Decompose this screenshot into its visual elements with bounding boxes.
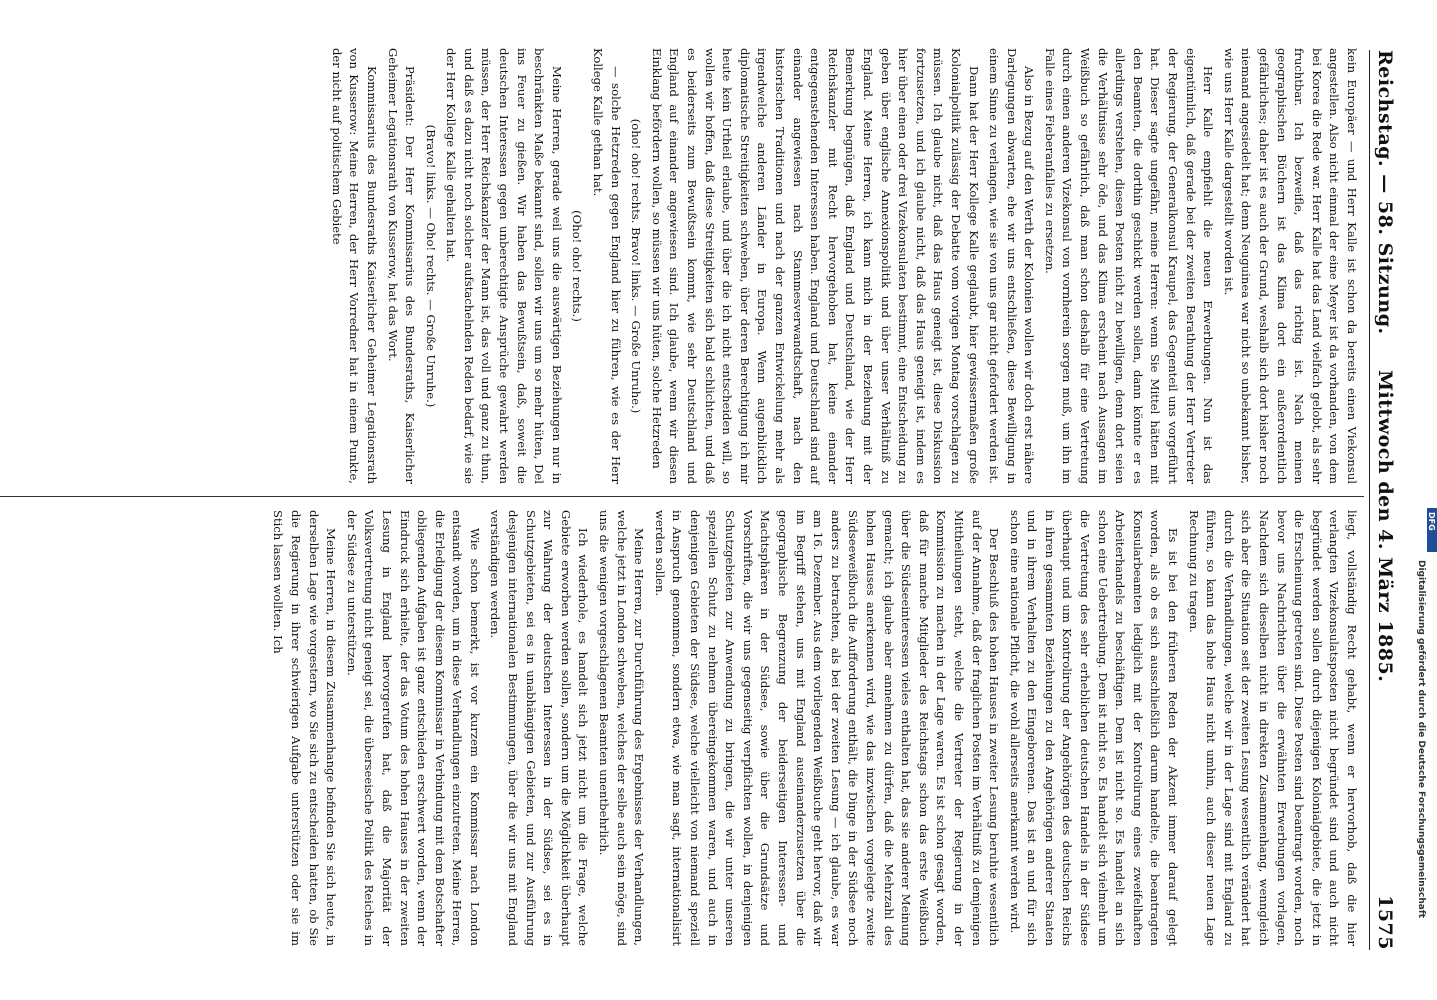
text-column-right [0,510,1360,946]
column-divider [0,496,1364,497]
page-number: 1575 [1374,895,1396,950]
paragraph: Meine Herren, in diesem Zusammenhange befinden Sie sich heute, in derselben Lage wie vorgestern, wo Sie sich zu entscheiden hatten, ob Sie die Regierung in ihrer schwierigen Aufgabe unterstützen oder sie im Stich lassen wollten. Ich [271,510,339,946]
page-header [1366,50,1400,950]
header-date: Mittwoch den 4. März 1885. [1374,370,1396,683]
text-column-left [0,48,1360,484]
paragraph: Also in Bezug auf den Werth der Kolonien wollen wir doch erst nähere Darlegungen abwarten, ehe wir uns entschließen, diese Bewilligung in einem Sinne zu verlangen, wie sie von uns gar nicht gefordert werden ist. [987,48,1037,484]
header-rule [1369,50,1370,950]
paragraph: kein Europäer — und Herr Kalle ist schon da bereits einen Viekonsul angestellen. Also nicht einmal der eine Meyer ist da vorhanden, von dem bei Korea die Rede war. Herr Kalle hat das Land vielfach gelobt, als sehr fruchtbar. Ich bezweifle, daß das richtig ist. Nach meinen geographischen Büchern ist das Klima dort ein außerordentlich gefährliches; daher ist es auch der Grund, weshalb sich dort bisher noch niemand angesiedelt hat; denn Neuguinea war nicht so unbekannt bisher, wie uns Herr Kalle dargestellt worden ist. [1221,48,1359,484]
interjection: (Bravo! links. — Oho! rechts. — Große Unruhe.) [423,124,438,408]
rotated-page [0,40,1400,960]
paragraph: Es ist bei den früheren Reden der Akzent immer darauf gelegt worden, als ob es sich ausschließlich darum handelte, die beantragten Konsularbeamten lediglich mit der Kontrolirung eines zweifelhaften Arbeiterhandels zu beschäftigen. Dem ist nicht so. Es handelt an sich schon eine Uebertreibung. Dem ist nicht so. Es handelt sich vielmehr um die Vertretung des sehr erheblichen deutschen Handels in der Südsee überhaupt und um Kontrolirung der Angehörigen des deutschen Reichs in ihren gesammten Beziehungen zu den Angehörigen anderer Staaten und in ihrem Verhalten zu den Eingeborenen. Das ist an und für sich schon eine nationale Pflicht, die wohl allerseits anerkannt werden wird. [1007,510,1181,946]
digitization-credit [1416,512,1436,1000]
dfg-logo-text: DFG [1427,512,1436,531]
paragraph: Meine Herren, gerade weil uns die auswärtigen Beziehungen nur in beschränkten Maße bekannt sind, sollen wir uns um so mehr hüten, Del ins Feuer zu gießen. Wir haben das Bewußtsein, daß, soweit die deutschen Interessen gegen unberechtigte Ansprüche gewahrt werden müssen, der Herr Reichskanzler der Mann ist, das voll und ganz zu thun, und daß es dazu nicht noch solcher aufstachelnden Reden bedarf, wie sie der Herr Kollege Kalle gehalten hat. [444,48,564,484]
paragraph: — solche Hetzreden gegen England hier zu führen, wie es der Herr Kollege Kalle gethan hat. [591,48,623,484]
paragraph: Ich wiederhole, es handelt sich jetzt nicht um die Frage, welche Gebiete erworben werden sollen, sondern um die Möglichkeit überhaupt zur Wahrung der deutschen Interessen in der Südsee, sei es in Schutzgebieten, sei es in unabhängigen Gebieten, und zur Ausführung desjenigen internationalen Bestimmungen, über die wir uns mit England verständigen werden. [488,510,591,946]
paragraph: liegt, vollständig Recht gehabt, wenn er hervorhob, daß die hier verlangten Vizekonsulatsposten nicht begründet sind und auch nicht begründet werden sollen durch diejenigen Kolonialgebiete, die jetzt in die Erscheinung getreten sind. Diese Posten sind beantragt worden, noch bevor uns Nachrichten über die erwähnten Erwerbungen vorlagen, Nachdem sich dieselben nicht in direkten Zusammenhang, wenngleich sich aber die Situation seit der zweiten Lesung wesentlich verändert hat durch die Verhandlungen, welche wir in der Lage sind mit England zu führen, so kann das hohe Haus nicht umhin, auch dieser neuen Lage Rechnung zu tragen. [1186,510,1359,946]
interjection: (Oho! oho! rechts.) [570,210,585,322]
paragraph: Herr Kalle empfiehlt die neuen Erwerbungen. Nun ist das eigentümlich, daß gerade bei der zweiten Berathung der Herr Vertreter der Regierung, der Generalkonsul Kraupel, das Gegenteil uns vorgeführt hat. Dieser sagte ungefähr, meine Herren: wenn Sie Mittel hätten mit den Beamten, die dorthin geschickt werden sollen, dann könnte er es allerdings verstehen, diesen Posten nicht zu bewilligen, denn dort seien die Verhältnisse sehr öde, und das Klima erscheint nach Aussagen im Weißbuch so gefährlich, daß man schon deshalb für eine Vertretung durch einen anderen Vizekonsul von vornherein sorgen muß, um ihn im Falle eines Fieberanfalles zu ersetzen. [1042,48,1216,484]
speaker-paragraph: Präsident: Der Herr Kommissarius des Bundesraths, Kaiserlicher Geheimer Legationsrath von Kusserow, hat das Wort. [385,48,418,484]
paragraph: Dann hat der Herr Kollege Kalle geglaubt, hier gewissermaßen große Kolonialpolitik zulässig der Debatte vom vorigen Montag vorschlagen zu müssen. Ich glaube nicht, daß das Haus geneigt ist, diese Diskussion fortzusetzen, und ich glaube nicht, daß das Haus geneigt ist, indem es hier über einen oder drei Vizekonsulaten bestimmt, eine Entscheidung zu geben über englische Annexionspolitik und über unser Verhältniß zu England. Meine Herren, ich kann mich in der Beziehung mit der Bemerkung begnügen, daß England und Deutschland, wie der Herr Reichskanzler mit Recht hervorgehoben hat, keine einander entgegenstehenden Interessen haben. England und Deutschland sind auf einander angewiesen nach Stammesverwandtschaft, nach den historischen Traditionen und nach der ganzen Entwickelung mehr als irgendwelche anderen Länder in Europa. Wenn augenblicklich diplomatische Streitigkeiten schweben, über deren Berechtigung ich mir heute kein Urtheil erlaube, und über die ich nicht entscheiden will, so wollen wir hoffen, daß diese Streitigkeiten sich bald schlichten, und daß es beiderseits zum Bewußtsein kommt, wie sehr Deutschland und England auf einander angewiesen sind. Ich glaube, wenn wir diesen Einklang befördern wollen, so müssen wir uns hüten, solche Hetzreden [649,48,981,484]
dfg-logo [1427,508,1437,552]
speaker-paragraph: Kommissarius des Bundesraths Kaiserlicher Geheimer Legationsrath von Kusserow: Meine Herren, der Herr Vorredner hat in einem Punkte, der nicht auf politischem Gebiete [329,48,379,484]
credit-text: Digitalisierung gefördert durch die Deutsche Forschungsgemeinschaft [1416,560,1426,919]
paragraph: Der Beschluß des hohen Hauses in zweiter Lesung beruhte wesentlich auf der Annahme, daß der fraglichen Posten im Verhältniß zu demjenigen Mittheilungen steht, welche die Vertreter der Regierung in der Kommission zu machen in der Lage waren. Es ist schon gesagt worden, daß für manche Mitglieder des Reichstags schon das erste Weißbuch über die Südseeinteressen vieles enthalten hat, das sie anderer Meinung gemacht; ich glaube aber annehmen zu dürfen, daß die Mehrzahl des hohen Hauses anerkennen wird, wie das inzwischen vorgelegte zweite Südseeweißbuch die Aufforderung enthält, die Dinge in der Südsee noch anders zu betrachten, als bei der zweiten Lesung — ich glaube, es war am 16. Dezember. Aus dem vorliegenden Weißbuche geht hervor, daß wir im Begriff stehen, uns mit England auseinanderzusetzen über die geographische Begrenzung der beiderseitigen Interessen- und Machtsphären in der Südsee, sowie über die Grundsätze und Vorschriften, die wir uns gegenseitig verpflichten wollen, in denjenigen Schutzgebieten zur Anwendung zu bringen, die wir unter unseren speziellen Schutz zu nehmen übereingekommen waren, und auch in denjenigen Gebieten der Südsee, welche vielleicht von niemand speziell in Anspruch genommen, sondern etwa, wie man sagt, internationalisirt werden sollen. [652,510,1002,946]
paragraph: Wie schon bemerkt, ist vor kurzem ein Kommissar nach London entsandt worden, um in diese Verhandlungen einzutreten. Meine Herren, die Erledigung der diesem Kommissar in Verbindung mit dem Botschafter obliegenden Aufgaben ist ganz entschieden erschwert worden, wenn der Eindruck sich erhielte, der das Votum des hohen Hauses in der zweiten Lesung in England hervorgerufen hat, daß die Majorität der Volksvertretung nicht geneigt sei, die überseeische Politik des Reiches in der Südsee zu unterstützen. [344,510,482,946]
paragraph: Meine Herren, zur Durchführung des Ergebnisses der Verhandlungen, welche jetzt in London schweben, welches der selbe auch sein möge, sind uns die wenigen vorgeschlagenen Beamten unentbehrlich. [597,510,647,946]
interjection: (oho! oho! rechts. Bravo! links. — Große Unruhe.) [629,118,644,414]
header-session: Reichstag. — 58. Sitzung. [1374,50,1396,335]
